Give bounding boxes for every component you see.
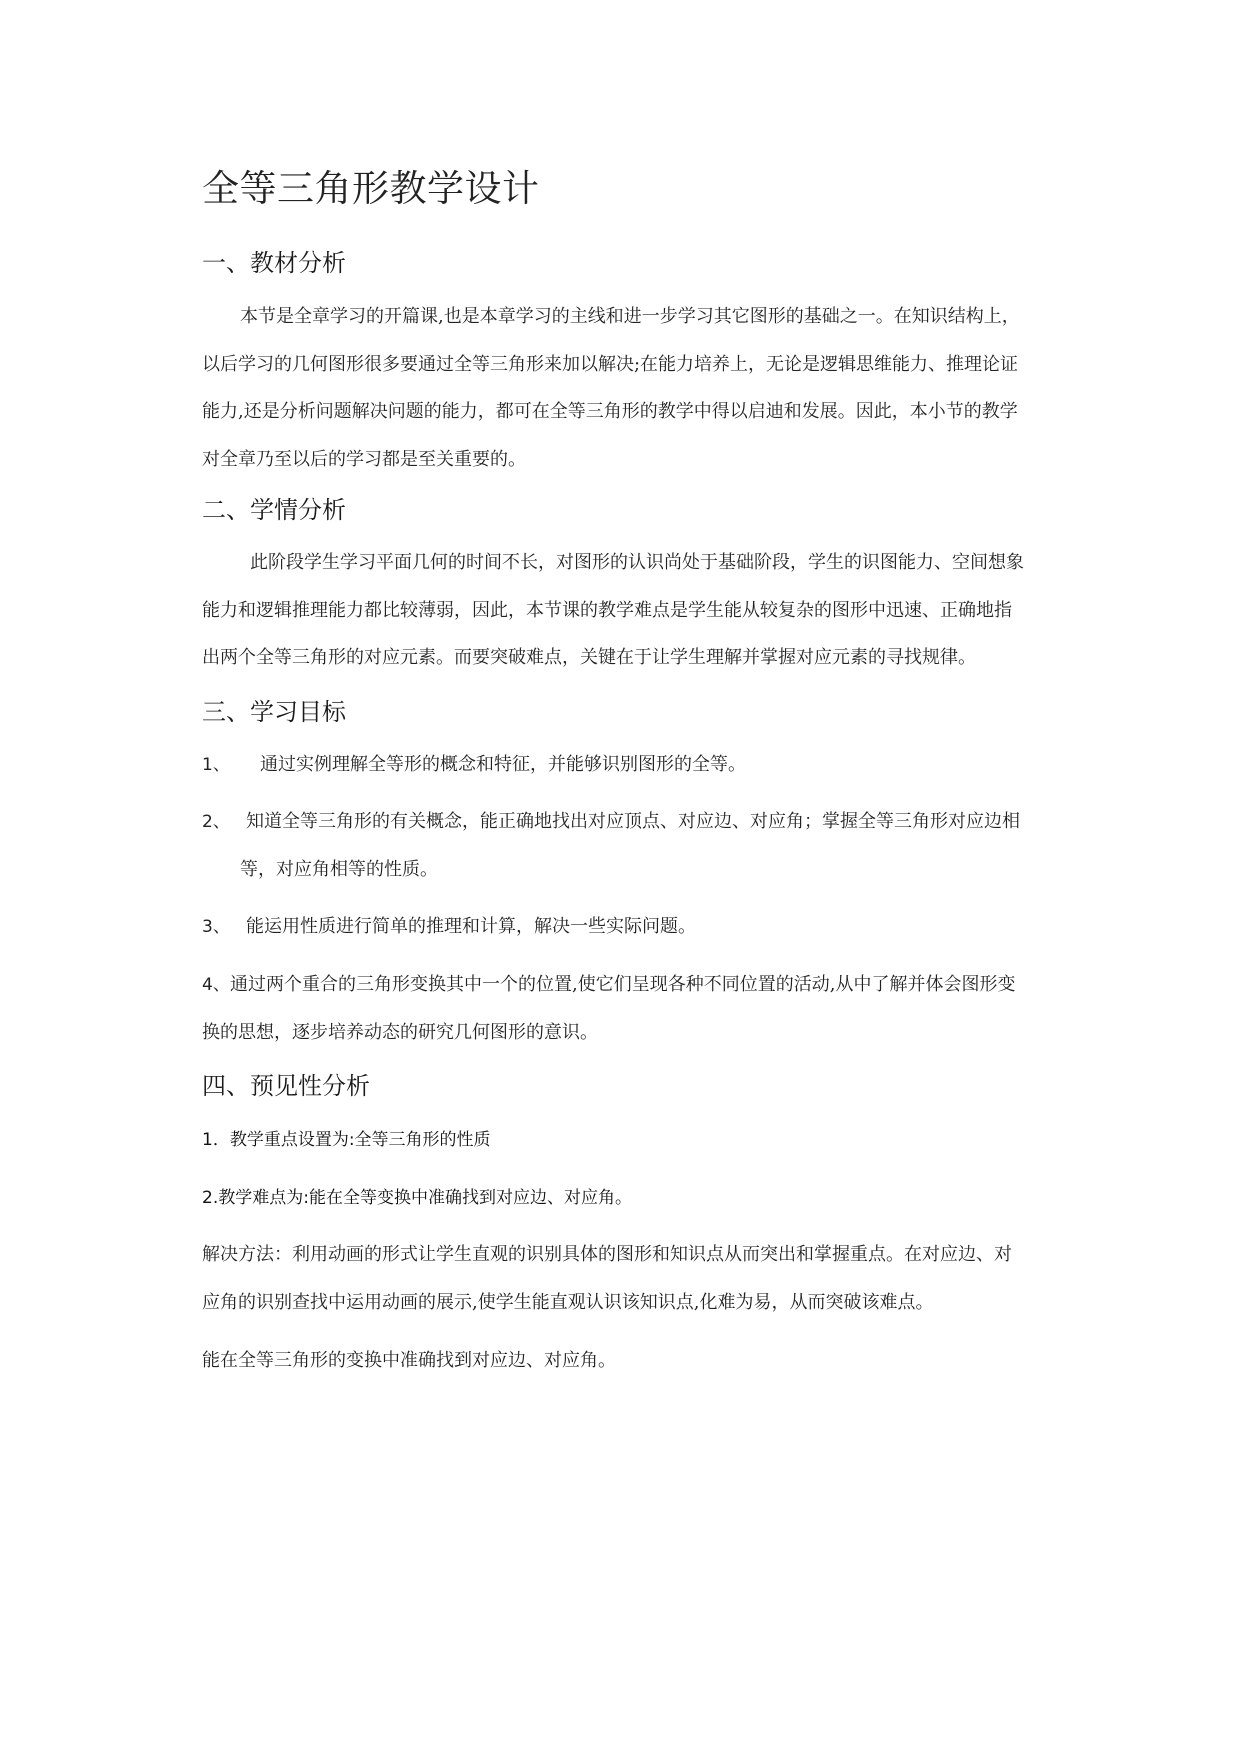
method-line: 应角的识别查找中运用动画的展示,使学生能直观认识该知识点,化难为易，从而突破该难点。 [202,1292,934,1313]
objective-text: 换的思想，逐步培养动态的研究几何图形的意识。 [202,1022,598,1043]
section-heading-textbook-analysis: 一、教材分析 [202,249,346,277]
objective-text: 通过实例理解全等形的概念和特征，并能够识别图形的全等。 [260,754,746,775]
key-point: 1．教学重点设置为:全等三角形的性质 [202,1130,491,1150]
objective-number: 1、 [202,755,230,775]
document-title: 全等三角形教学设计 [202,167,540,210]
objective-text: 能运用性质进行简单的推理和计算，解决一些实际问题。 [246,916,696,937]
paragraph-line: 能力和逻辑推理能力都比较薄弱，因此，本节课的教学难点是学生能从较复杂的图形中迅速、正确地指 [202,600,1012,621]
paragraph-line: 对全章乃至以后的学习都是至关重要的。 [202,449,526,470]
objective-text: 知道全等三角形的有关概念，能正确地找出对应顶点、对应边、对应角；掌握全等三角形对应边相 [246,811,1020,832]
paragraph-line: 出两个全等三角形的对应元素。而要突破难点，关键在于让学生理解并掌握对应元素的寻找规律。 [202,647,976,668]
objective-number: 3、 [202,917,230,937]
method-line: 解决方法：利用动画的形式让学生直观的识别具体的图形和知识点从而突出和掌握重点。在对应边、对 [202,1244,1012,1265]
section-heading-predictive-analysis: 四、预见性分析 [202,1072,370,1100]
objective-number: 2、 [202,812,230,832]
paragraph-line: 本节是全章学习的开篇课,也是本章学习的主线和进一步学习其它图形的基础之一。在知识结构上， [240,306,1020,327]
difficult-point: 2.教学难点为:能在全等变换中准确找到对应边、对应角。 [202,1188,632,1208]
section-heading-learning-objectives: 三、学习目标 [202,698,346,726]
paragraph-line: 以后学习的几何图形很多要通过全等三角形来加以解决;在能力培养上，无论是逻辑思维能力、推理论证 [202,354,1019,375]
paragraph-line: 此阶段学生学习平面几何的时间不长，对图形的认识尚处于基础阶段，学生的识图能力、空间想象 [250,552,1024,573]
closing-line: 能在全等三角形的变换中准确找到对应边、对应角。 [202,1350,616,1371]
objective-text: 通过两个重合的三角形变换其中一个的位置,使它们呈现各种不同位置的活动,从中了解并体会图形变 [230,974,1016,995]
section-heading-learner-analysis: 二、学情分析 [202,496,346,524]
paragraph-line: 能力,还是分析问题解决问题的能力，都可在全等三角形的教学中得以启迪和发展。因此，本小节的教学 [202,401,1018,422]
objective-text: 等，对应角相等的性质。 [240,859,438,880]
objective-number: 4、 [202,975,230,995]
